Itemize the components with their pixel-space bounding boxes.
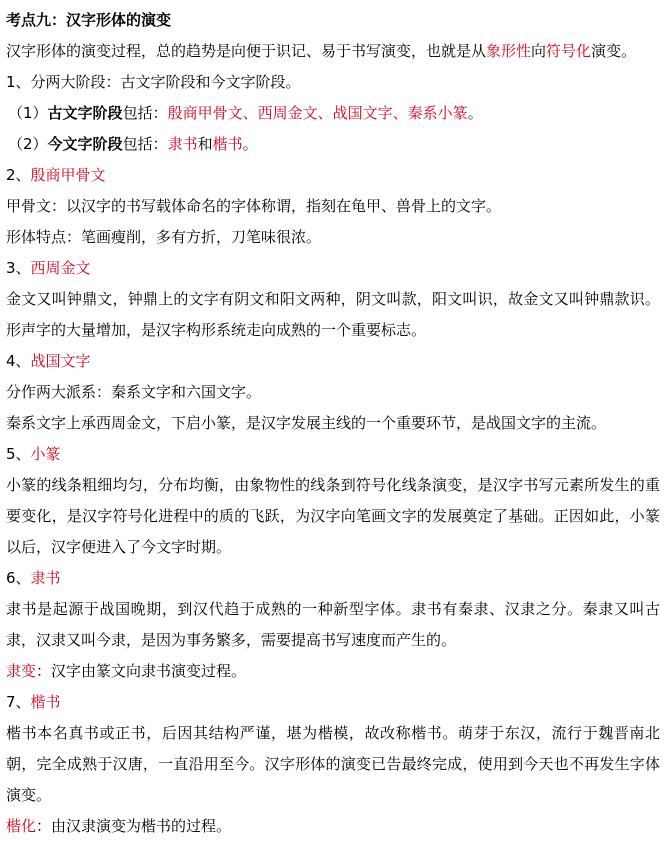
section-number: 6、 [6, 569, 31, 587]
modern-stage-label: 今文字阶段 [47, 135, 123, 153]
modern-stage-includes: 包括： [122, 135, 168, 153]
ancient-stage-includes: 包括： [122, 104, 168, 122]
section-name: 楷书 [30, 693, 61, 711]
intro-paragraph [6, 36, 660, 67]
section-number: 5、 [6, 445, 31, 463]
term-definition: ：汉字由篆文向隶书演变过程。 [36, 662, 247, 680]
ancient-item: 西周金文 [257, 104, 318, 122]
section-name: 战国文字 [30, 352, 91, 370]
regularization-line [6, 811, 660, 842]
ancient-stage-number: （1） [8, 104, 48, 122]
section-heading-oracle [6, 160, 660, 191]
ancient-stage-label: 古文字阶段 [47, 104, 123, 122]
section-heading-warring-states [6, 346, 660, 377]
section-heading-bronze [6, 253, 660, 284]
line-end: 。 [467, 104, 483, 122]
warring-states-line-2: 秦系文字上承西周金文，下启小篆，是汉字发展主线的一个重要环节，是战国文字的主流。 [6, 414, 607, 432]
section-number: 7、 [6, 693, 31, 711]
section-heading-regular [6, 687, 660, 718]
keyword-pictographic: 象形性 [486, 42, 532, 60]
modern-item: 隶书 [167, 135, 198, 153]
separator: 、 [242, 104, 258, 122]
term-regularization: 楷化 [6, 817, 37, 835]
intro-text-1: 汉字形体的演变过程，总的趋势是向便于识记、易于书写演变，也就是从 [6, 42, 487, 60]
regular-paragraph: 楷书本名真书或正书，后因其结构严谨，堪为楷模，故改称楷书。萌芽于东汉，流行于魏晋南北朝，完全成熟于汉唐，一直沿用至今。汉字形体的演变已告最终完成，使用到今天也不再发生字体演变。 [6, 724, 660, 804]
section-title: 考点九：汉字形体的演变 [6, 11, 172, 29]
line-end: 。 [242, 135, 258, 153]
separator: 、 [317, 104, 333, 122]
modern-stage-line [6, 129, 660, 160]
warring-states-line-1: 分作两大派系：秦系文字和六国文字。 [6, 383, 262, 401]
section-name: 西周金文 [30, 259, 91, 277]
term-definition: ：由汉隶演变为楷书的过程。 [36, 817, 232, 835]
stages-heading: 1、分两大阶段：古文字阶段和今文字阶段。 [6, 73, 301, 91]
small-seal-paragraph: 小篆的线条粗细均匀，分布均衡，由象物性的线条到符号化线条演变，是汉字书写元素所发生的重要变化，是汉字符号化进程中的质的飞跃，为汉字向笔画文字的发展奠定了基础。正因如此，小篆以后，汉字便进入了今文字时期。 [6, 476, 660, 556]
term-clerical-change: 隶变 [6, 662, 37, 680]
separator: 和 [197, 135, 213, 153]
clerical-paragraph: 隶书是起源于战国晚期，到汉代趋于成熟的一种新型字体。隶书有秦隶、汉隶之分。秦隶又叫古隶，汉隶又叫今隶，是因为事务繁多，需要提高书写速度而产生的。 [6, 600, 660, 649]
ancient-stage-line [6, 98, 660, 129]
clerical-change-line [6, 656, 660, 687]
oracle-features: 形体特点：笔画瘦削，多有方折，刀笔味很浓。 [6, 228, 322, 246]
intro-text-2: 向 [531, 42, 547, 60]
ancient-item: 殷商甲骨文 [167, 104, 243, 122]
section-name: 殷商甲骨文 [30, 166, 106, 184]
section-name: 隶书 [30, 569, 61, 587]
intro-text-3: 演变。 [591, 42, 637, 60]
section-number: 3、 [6, 259, 31, 277]
modern-stage-number: （2） [8, 135, 48, 153]
ancient-item: 秦系小篆 [407, 104, 468, 122]
oracle-definition: 甲骨文：以汉字的书写载体命名的字体称谓，指刻在龟甲、兽骨上的文字。 [6, 197, 502, 215]
section-number: 2、 [6, 166, 31, 184]
ancient-item: 战国文字 [332, 104, 393, 122]
section-heading-clerical [6, 563, 660, 594]
section-number: 4、 [6, 352, 31, 370]
keyword-symbolic: 符号化 [546, 42, 592, 60]
section-heading-small-seal [6, 439, 660, 470]
modern-item: 楷书 [212, 135, 243, 153]
section-name: 小篆 [30, 445, 61, 463]
separator: 、 [392, 104, 408, 122]
bronze-paragraph: 金文又叫钟鼎文，钟鼎上的文字有阴文和阳文两种，阴文叫款，阳文叫识，故金文又叫钟鼎款识。形声字的大量增加，是汉字构形系统走向成熟的一个重要标志。 [6, 290, 660, 339]
